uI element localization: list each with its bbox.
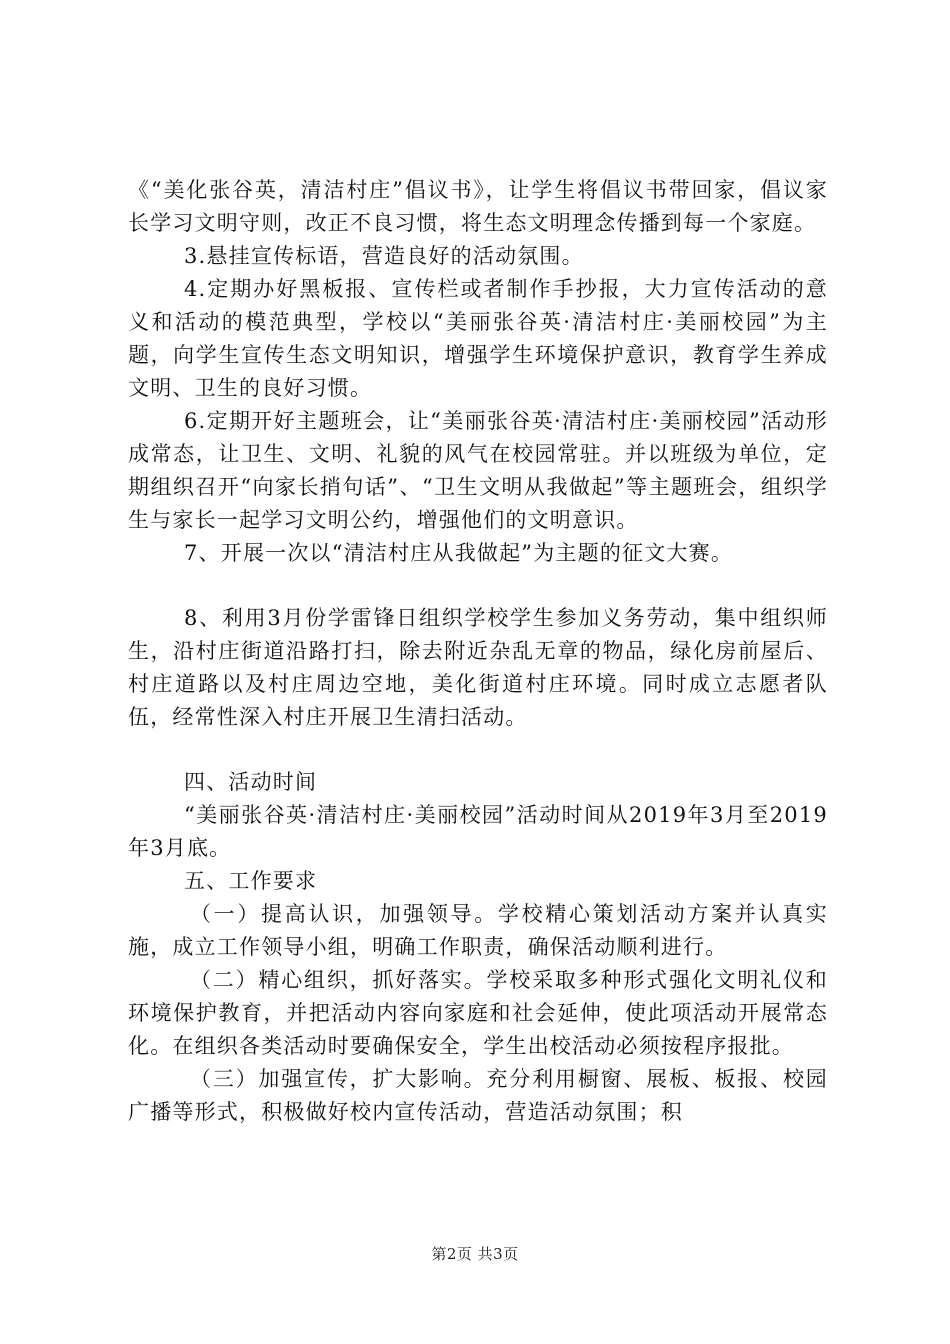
paragraph-activity-time: “美丽张谷英·清洁村庄·美丽校园”活动时间从2019年3月至2019年3月底。 bbox=[128, 803, 828, 860]
page-number-footer: 第2页 共3页 bbox=[431, 1245, 519, 1263]
section-heading-activity-time: 四、活动时间 bbox=[184, 770, 318, 794]
paragraph-requirement-3: （三）加强宣传，扩大影响。充分利用橱窗、展板、板报、校园广播等形式，积极做好校内宣传活动，营造活动氛围；积 bbox=[128, 1067, 828, 1124]
paragraph-item-8: 8、利用3月份学雷锋日组织学校学生参加义务劳动，集中组织师生，沿村庄街道沿路打扫，除去附近杂乱无章的物品，绿化房前屋后、村庄道路以及村庄周边空地，美化街道村庄环境。同时成立志愿者队伍，经常性深入村庄开展卫生清扫活动。 bbox=[128, 606, 828, 729]
paragraph-item-4: 4.定期办好黑板报、宣传栏或者制作手抄报，大力宣传活动的意义和活动的模范典型，学校以“美丽张谷英·清洁村庄·美丽校园”为主题，向学生宣传生态文明知识，增强学生环境保护意识，教育学生养成文明、卫生的良好习惯。 bbox=[128, 277, 828, 400]
paragraph-proposal-letter: 《“美化张谷英，清洁村庄”倡议书》，让学生将倡议书带回家，倡议家长学习文明守则，改正不良习惯，将生态文明理念传播到每一个家庭。 bbox=[128, 178, 828, 235]
paragraph-item-7: 7、开展一次以“清洁村庄从我做起”为主题的征文大赛。 bbox=[184, 541, 734, 565]
paragraph-requirement-1: （一）提高认识，加强领导。学校精心策划活动方案并认真实施，成立工作领导小组，明确工作职责，确保活动顺利进行。 bbox=[128, 902, 828, 959]
section-heading-work-requirements: 五、工作要求 bbox=[184, 869, 318, 893]
document-body bbox=[128, 174, 828, 1129]
paragraph-item-6: 6.定期开好主题班会，让“美丽张谷英·清洁村庄·美丽校园”活动形成常态，让卫生、文明、礼貌的风气在校园常驻。并以班级为单位，定期组织召开“向家长捎句话”、“卫生文明从我做起”等主题班会，组织学生与家长一起学习文明公约，增强他们的文明意识。 bbox=[128, 409, 828, 532]
paragraph-requirement-2: （二）精心组织，抓好落实。学校采取多种形式强化文明礼仪和环境保护教育，并把活动内容向家庭和社会延伸，使此项活动开展常态化。在组织各类活动时要确保安全，学生出校活动必须按程序报批。 bbox=[128, 968, 828, 1058]
paragraph-item-3: 3.悬挂宣传标语，营造良好的活动氛围。 bbox=[184, 244, 584, 268]
